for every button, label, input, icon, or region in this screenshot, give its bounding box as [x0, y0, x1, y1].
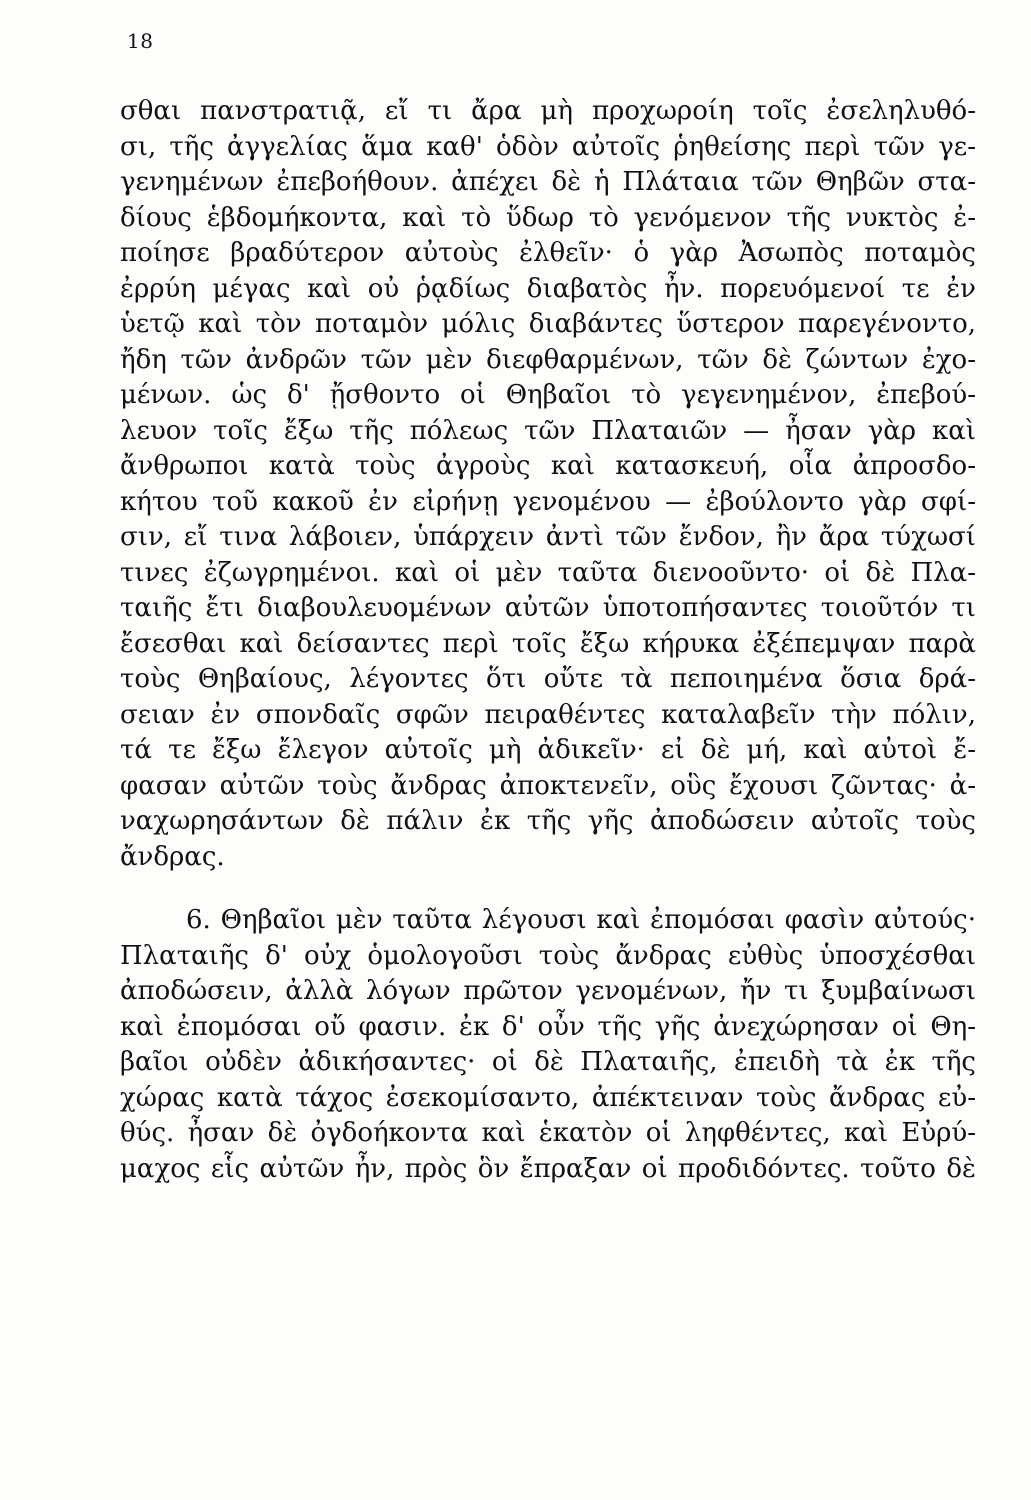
- text-line: φασαν αὐτῶν τοὺς ἄνδρας ἀποκτενεῖν, οὓς ἔχουσι ζῶντας· ἀ-: [120, 770, 976, 801]
- text-line: τοὺς Θηβαίους, λέγοντες ὅτι οὔτε τὰ πεποιημένα ὅσια δρά-: [120, 664, 976, 694]
- text-line: σι, τῆς ἀγγελίας ἅμα καθ' ὁδὸν αὐτοῖς ῥηθείσης περὶ τῶν γε-: [120, 131, 976, 162]
- text-line: ὑετῷ καὶ τὸν ποταμὸν μόλις διαβάντες ὕστερον παρεγένοντο,: [120, 309, 976, 339]
- text-line: Πλαταιῆς δ' οὐχ ὁμολογοῦσι τοὺς ἄνδρας εὐθὺς ὑποσχέσθαι: [120, 940, 976, 971]
- text-line: καὶ ἐπομόσαι οὔ φασιν. ἐκ δ' οὖν τῆς γῆς ἀνεχώρησαν οἱ Θη-: [120, 1011, 976, 1042]
- text-line: γενημένων ἐπεβοήθουν. ἀπέχει δὲ ἡ Πλάταια τῶν Θηβῶν στα-: [120, 167, 976, 197]
- text-line: μένων. ὡς δ' ᾔσθοντο οἱ Θηβαῖοι τὸ γεγενημένον, ἐπεβού-: [120, 380, 976, 410]
- main-text: [120, 94, 976, 1187]
- text-line: ναχωρησάντων δὲ πάλιν ἐκ τῆς γῆς ἀποδώσειν αὐτοῖς τοὺς: [120, 806, 976, 836]
- text-line: μαχος εἷς αὐτῶν ἦν, πρὸς ὃν ἔπραξαν οἱ προδιδόντες. τοῦτο δὲ: [120, 1153, 976, 1184]
- text-line: ἔσεσθαι καὶ δείσαντες περὶ τοῖς ἔξω κήρυκα ἐξέπεμψαν παρὰ: [120, 628, 976, 659]
- text-line: 6. Θηβαῖοι μὲν ταῦτα λέγουσι καὶ ἐπομόσαι φασὶν αὐτούς·: [186, 905, 976, 935]
- text-line: σθαι πανστρατιᾷ, εἴ τι ἄρα μὴ προχωροίη τοῖς ἐσεληλυθό-: [120, 96, 976, 126]
- text-line: σιν, εἴ τινα λάβοιεν, ὑπάρχειν ἀντὶ τῶν ἔνδον, ἢν ἄρα τύχωσί: [120, 522, 976, 552]
- text-line: λευον τοῖς ἔξω τῆς πόλεως τῶν Πλαταιῶν — ἦσαν γὰρ καὶ: [120, 415, 976, 446]
- text-line: σειαν ἐν σπονδαῖς σφῶν πειραθέντες καταλαβεῖν τὴν πόλιν,: [120, 699, 976, 730]
- text-line: τά τε ἔξω ἔλεγον αὐτοῖς μὴ ἀδικεῖν· εἰ δὲ μή, καὶ αὐτοὶ ἔ-: [120, 735, 976, 765]
- text-line: ποίησε βραδύτερον αὐτοὺς ἐλθεῖν· ὁ γὰρ Ἀσωπὸς ποταμὸς: [120, 238, 976, 268]
- text-line: ἄνδρας.: [120, 841, 225, 872]
- paragraph-2: [120, 903, 976, 1187]
- text-line: ταιῆς ἔτι διαβουλευομένων αὐτῶν ὑποτοπήσαντες τοιοῦτόν τι: [120, 593, 976, 623]
- page-number: 18: [127, 29, 154, 53]
- text-line: θύς. ἦσαν δὲ ὀγδοήκοντα καὶ ἑκατὸν οἱ ληφθέντες, καὶ Εὐρύ-: [120, 1118, 976, 1148]
- text-line: δίους ἑβδομήκοντα, καὶ τὸ ὕδωρ τὸ γενόμενον τῆς νυκτὸς ἐ-: [120, 202, 976, 233]
- paragraph-1: [120, 94, 976, 875]
- text-line: ἀποδώσειν, ἀλλὰ λόγων πρῶτον γενομένων, ἤν τι ξυμβαίνωσι: [120, 976, 976, 1006]
- text-line: χώρας κατὰ τάχος ἐσεκομίσαντο, ἀπέκτειναν τοὺς ἄνδρας εὐ-: [120, 1082, 976, 1113]
- text-line: βαῖοι οὐδὲν ἀδικήσαντες· οἱ δὲ Πλαταιῆς, ἐπειδὴ τὰ ἐκ τῆς: [120, 1047, 976, 1077]
- paragraph-gap: [120, 875, 976, 903]
- text-line: ἤδη τῶν ἀνδρῶν τῶν μὲν διεφθαρμένων, τῶν δὲ ζώντων ἐχο-: [120, 344, 976, 375]
- text-line: κήτου τοῦ κακοῦ ἐν εἰρήνῃ γενομένου — ἐβούλοντο γὰρ σφί-: [120, 486, 976, 517]
- text-line: τινες ἐζωγρημένοι. καὶ οἱ μὲν ταῦτα διενοοῦντο· οἱ δὲ Πλα-: [120, 557, 976, 588]
- text-line: ἄνθρωποι κατὰ τοὺς ἀγροὺς καὶ κατασκευή, οἷα ἀπροσδο-: [120, 451, 976, 481]
- text-line: ἐρρύη μέγας καὶ οὐ ῥᾳδίως διαβατὸς ἦν. πορευόμενοί τε ἐν: [120, 273, 976, 304]
